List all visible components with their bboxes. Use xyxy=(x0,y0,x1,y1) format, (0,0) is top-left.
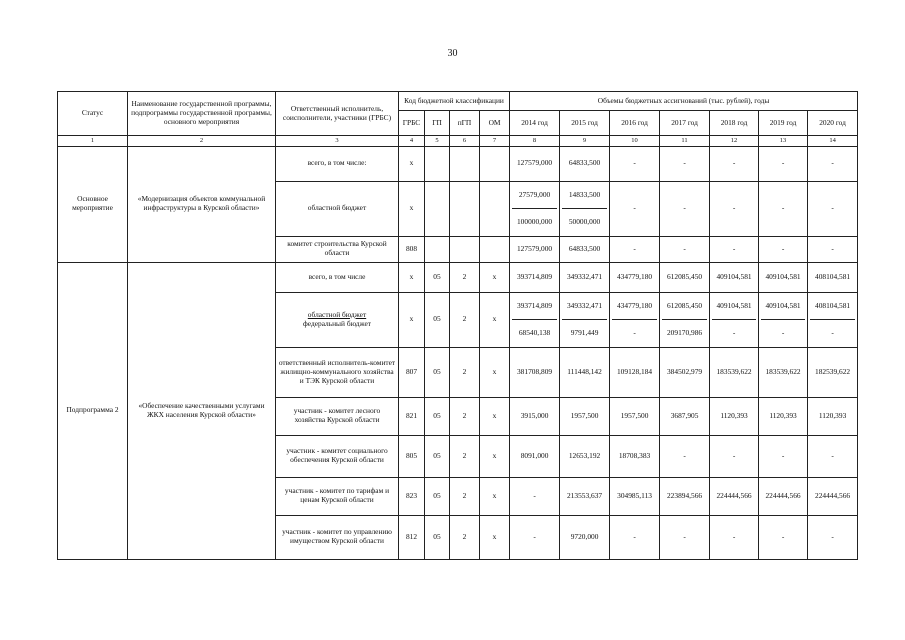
cell-value: - xyxy=(510,515,560,559)
cell-value: 612085,450 xyxy=(666,301,703,311)
column-number: 3 xyxy=(276,136,399,147)
header-executor: Ответственный исполнитель, соисполнители, участники (ГРБС) xyxy=(276,92,399,136)
cell-gp: 05 xyxy=(425,347,450,397)
cell-value: 1120,393 xyxy=(808,397,858,435)
cell-grbs: х xyxy=(399,262,425,292)
cell-value: - xyxy=(612,319,657,346)
cell-value: 349332,471 xyxy=(560,262,610,292)
cell-value: - xyxy=(761,319,805,346)
row-executor: участник - комитет по управлению имуществом Курской области xyxy=(276,515,399,559)
header-year: 2015 год xyxy=(560,111,610,136)
cell-om: х xyxy=(480,397,510,435)
cell-grbs: х xyxy=(399,292,425,347)
cell-value: 409104,581 xyxy=(716,301,752,311)
header-year: 2018 год xyxy=(710,111,759,136)
column-number: 1 xyxy=(58,136,128,147)
header-year: 2020 год xyxy=(808,111,858,136)
row-status: Основное мероприятие xyxy=(58,146,128,262)
cell-value: - xyxy=(810,319,855,346)
cell-value: 1957,500 xyxy=(610,397,660,435)
cell-value: 209170,986 xyxy=(662,319,707,346)
cell-om: х xyxy=(480,515,510,559)
cell-split xyxy=(759,292,808,347)
cell-om: х xyxy=(480,292,510,347)
cell-value: - xyxy=(759,435,808,477)
cell-om xyxy=(480,236,510,262)
cell-grbs: х xyxy=(399,181,425,236)
cell-gp: 05 xyxy=(425,477,450,515)
cell-grbs: х xyxy=(399,146,425,181)
cell-split xyxy=(610,292,660,347)
cell-gp xyxy=(425,236,450,262)
cell-value: - xyxy=(660,515,710,559)
column-number: 7 xyxy=(480,136,510,147)
cell-split xyxy=(560,181,610,236)
cell-value: - xyxy=(808,515,858,559)
cell-value: 434779,180 xyxy=(610,262,660,292)
cell-value: - xyxy=(808,236,858,262)
page-number: 30 xyxy=(447,48,458,59)
cell-grbs: 812 xyxy=(399,515,425,559)
cell-value: 127579,000 xyxy=(510,236,560,262)
column-number: 6 xyxy=(450,136,480,147)
cell-value: 213553,637 xyxy=(560,477,610,515)
cell-value: 1120,393 xyxy=(710,397,759,435)
cell-value: 434779,180 xyxy=(616,301,653,311)
table-row xyxy=(58,146,858,181)
header-code-col: пГП xyxy=(450,111,480,136)
cell-value: - xyxy=(660,236,710,262)
row-executor: федеральный бюджет xyxy=(302,318,372,328)
cell-value: 408104,581 xyxy=(808,262,858,292)
cell-gp xyxy=(425,181,450,236)
cell-pgp xyxy=(450,181,480,236)
table-row xyxy=(58,262,858,292)
cell-gp: 05 xyxy=(425,515,450,559)
column-number: 12 xyxy=(710,136,759,147)
cell-om xyxy=(480,146,510,181)
row-executor: ответственный исполнитель-комитет жилищно-коммунального хозяйства и ТЭК Курской области xyxy=(276,347,399,397)
column-number: 4 xyxy=(399,136,425,147)
cell-value: 9791,449 xyxy=(562,319,607,346)
header-year: 2016 год xyxy=(610,111,660,136)
header-code-col: ГП xyxy=(425,111,450,136)
cell-pgp: 2 xyxy=(450,477,480,515)
column-number: 10 xyxy=(610,136,660,147)
cell-value: - xyxy=(759,146,808,181)
cell-value: - xyxy=(808,181,858,236)
row-status: Подпрограмма 2 xyxy=(58,262,128,559)
cell-value: - xyxy=(759,181,808,236)
cell-value: 409104,581 xyxy=(759,262,808,292)
cell-grbs: 805 xyxy=(399,435,425,477)
cell-value: 9720,000 xyxy=(560,515,610,559)
cell-value: - xyxy=(808,435,858,477)
cell-value: 64833,500 xyxy=(560,236,610,262)
cell-value: 68540,138 xyxy=(512,319,557,346)
header-code-col: ОМ xyxy=(480,111,510,136)
cell-value: 381708,809 xyxy=(510,347,560,397)
row-executor-split xyxy=(276,292,399,347)
cell-om xyxy=(480,181,510,236)
cell-value: 12653,192 xyxy=(560,435,610,477)
cell-value: 223894,566 xyxy=(660,477,710,515)
cell-pgp: 2 xyxy=(450,292,480,347)
cell-split xyxy=(660,292,710,347)
column-number: 9 xyxy=(560,136,610,147)
cell-value: 393714,809 xyxy=(510,262,560,292)
cell-pgp: 2 xyxy=(450,262,480,292)
header-name: Наименование государственной программы, подпрограммы государственной программы, основного мероприятия xyxy=(128,92,276,136)
cell-value: - xyxy=(610,181,660,236)
cell-pgp: 2 xyxy=(450,515,480,559)
header-status: Статус xyxy=(58,92,128,136)
row-executor: участник - комитет лесного хозяйства Курской области xyxy=(276,397,399,435)
cell-value: - xyxy=(610,146,660,181)
cell-value: 409104,581 xyxy=(710,262,759,292)
row-name: «Модернизация объектов коммунальной инфраструктуры в Курской области» xyxy=(128,146,276,262)
cell-value: 612085,450 xyxy=(660,262,710,292)
header-code-group: Код бюджетной классификации xyxy=(399,92,510,111)
cell-split xyxy=(510,292,560,347)
column-number: 13 xyxy=(759,136,808,147)
cell-split xyxy=(560,292,610,347)
cell-value: 384502,979 xyxy=(660,347,710,397)
header-year: 2019 год xyxy=(759,111,808,136)
cell-value: - xyxy=(660,435,710,477)
column-number: 2 xyxy=(128,136,276,147)
column-number-row xyxy=(58,136,858,147)
cell-value: 27579,000 xyxy=(518,190,551,200)
cell-pgp xyxy=(450,146,480,181)
executor-pair xyxy=(278,294,396,346)
column-number: 8 xyxy=(510,136,560,147)
budget-table xyxy=(57,91,858,560)
cell-gp: 05 xyxy=(425,397,450,435)
row-executor: участник - комитет социального обеспечения Курской области xyxy=(276,435,399,477)
cell-gp: 05 xyxy=(425,292,450,347)
cell-value: - xyxy=(610,515,660,559)
header-year: 2017 год xyxy=(660,111,710,136)
cell-grbs: 807 xyxy=(399,347,425,397)
cell-value: - xyxy=(610,236,660,262)
cell-value: 14833,500 xyxy=(568,190,601,200)
cell-value: 183539,622 xyxy=(710,347,759,397)
cell-pgp: 2 xyxy=(450,347,480,397)
row-executor: участник - комитет по тарифам и ценам Курской области xyxy=(276,477,399,515)
cell-value: 224444,566 xyxy=(808,477,858,515)
cell-value: 1120,393 xyxy=(759,397,808,435)
row-executor: всего, в том числе: xyxy=(276,146,399,181)
cell-pgp: 2 xyxy=(450,435,480,477)
cell-value: 50000,000 xyxy=(562,208,607,235)
header-code-col: ГРБС xyxy=(399,111,425,136)
cell-value: 3687,905 xyxy=(660,397,710,435)
cell-gp: 05 xyxy=(425,262,450,292)
cell-value: - xyxy=(510,477,560,515)
column-number: 11 xyxy=(660,136,710,147)
cell-split xyxy=(808,292,858,347)
cell-value: 18708,383 xyxy=(610,435,660,477)
cell-pgp: 2 xyxy=(450,397,480,435)
cell-value: 64833,500 xyxy=(560,146,610,181)
cell-value: 224444,566 xyxy=(710,477,759,515)
cell-value: 109128,184 xyxy=(610,347,660,397)
cell-value: 224444,566 xyxy=(759,477,808,515)
cell-value: 111448,142 xyxy=(560,347,610,397)
row-executor: областной бюджет xyxy=(276,181,399,236)
cell-split xyxy=(710,292,759,347)
cell-value: 183539,622 xyxy=(759,347,808,397)
cell-value: - xyxy=(712,319,756,346)
cell-value: - xyxy=(660,146,710,181)
header-year: 2014 год xyxy=(510,111,560,136)
cell-value: 8091,000 xyxy=(510,435,560,477)
cell-value: 127579,000 xyxy=(510,146,560,181)
cell-value: - xyxy=(710,236,759,262)
row-executor: областной бюджет xyxy=(307,309,367,319)
cell-value: - xyxy=(710,181,759,236)
cell-value: - xyxy=(660,181,710,236)
cell-gp xyxy=(425,146,450,181)
cell-grbs: 808 xyxy=(399,236,425,262)
cell-value: 409104,581 xyxy=(765,301,801,311)
cell-value: 349332,471 xyxy=(566,301,603,311)
row-executor: всего, в том числе xyxy=(276,262,399,292)
header-volume-group: Объемы бюджетных ассигнований (тыс. рублей), годы xyxy=(510,92,858,111)
column-number: 5 xyxy=(425,136,450,147)
cell-value: 1957,500 xyxy=(560,397,610,435)
cell-value: - xyxy=(710,146,759,181)
cell-grbs: 821 xyxy=(399,397,425,435)
cell-value: 182539,622 xyxy=(808,347,858,397)
cell-value: - xyxy=(710,515,759,559)
cell-value: 3915,000 xyxy=(510,397,560,435)
row-name: «Обеспечение качественными услугами ЖКХ населения Курской области» xyxy=(128,262,276,559)
cell-value: - xyxy=(808,146,858,181)
cell-value: 408104,581 xyxy=(815,301,851,311)
cell-value: - xyxy=(759,515,808,559)
cell-value: 304985,113 xyxy=(610,477,660,515)
row-executor: комитет строительства Курской области xyxy=(276,236,399,262)
cell-pgp xyxy=(450,236,480,262)
cell-om: х xyxy=(480,347,510,397)
cell-om: х xyxy=(480,477,510,515)
column-number: 14 xyxy=(808,136,858,147)
cell-value: - xyxy=(710,435,759,477)
cell-om: х xyxy=(480,262,510,292)
cell-grbs: 823 xyxy=(399,477,425,515)
cell-value: 100000,000 xyxy=(512,208,557,235)
cell-split xyxy=(510,181,560,236)
cell-om: х xyxy=(480,435,510,477)
cell-value: - xyxy=(759,236,808,262)
cell-value: 393714,809 xyxy=(516,301,553,311)
cell-gp: 05 xyxy=(425,435,450,477)
